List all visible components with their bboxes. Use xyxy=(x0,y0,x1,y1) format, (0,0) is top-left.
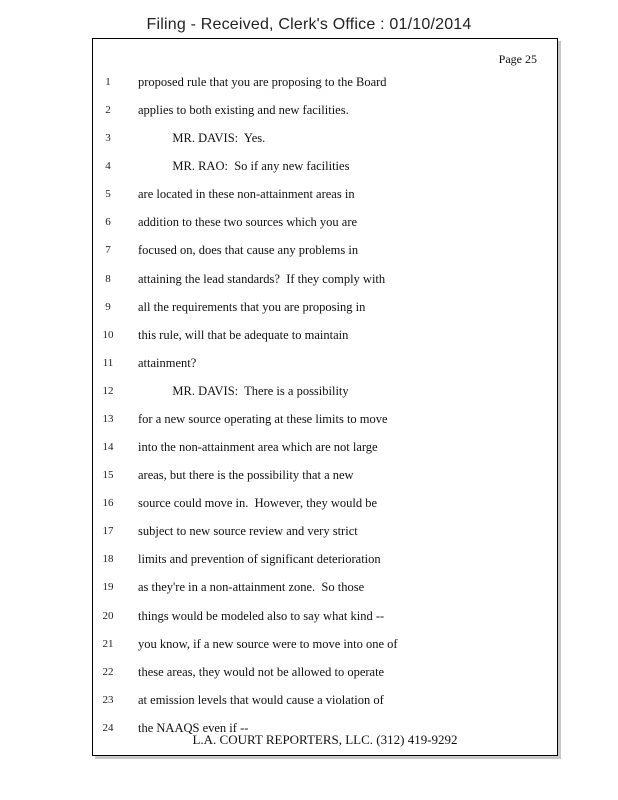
transcript-line-text: for a new source operating at these limits to move xyxy=(138,411,388,426)
transcript-line-text: are located in these non-attainment areas in xyxy=(138,187,355,202)
transcript-line-text: limits and prevention of significant deterioration xyxy=(138,552,381,567)
line-number: 16 xyxy=(102,497,114,510)
line-number: 10 xyxy=(102,328,114,341)
line-number: 8 xyxy=(105,272,111,285)
transcript-line-text: MR. DAVIS: There is a possibility xyxy=(138,383,349,398)
line-number: 20 xyxy=(102,609,114,622)
line-number: 2 xyxy=(105,104,111,117)
line-number: 13 xyxy=(102,412,114,425)
line-number: 11 xyxy=(102,356,114,369)
transcript-line-text: attaining the lead standards? If they comply with xyxy=(138,271,386,286)
filing-stamp: Filing - Received, Clerk's Office : 01/10/2014 xyxy=(146,16,472,33)
line-number: 15 xyxy=(102,469,114,482)
line-number: 24 xyxy=(102,721,114,734)
court-reporter-footer: L.A. COURT REPORTERS, LLC. (312) 419-9292 xyxy=(192,732,458,747)
line-number: 7 xyxy=(105,244,111,257)
line-number: 18 xyxy=(102,553,114,566)
transcript-line-text: you know, if a new source were to move into one of xyxy=(138,636,398,651)
transcript-line-text: MR. RAO: So if any new facilities xyxy=(138,159,350,174)
transcript-line-text: things would be modeled also to say what kind -- xyxy=(138,608,385,623)
transcript-line-text: at emission levels that would cause a violation of xyxy=(138,692,384,707)
line-number: 14 xyxy=(102,441,114,454)
transcript-line-text: applies to both existing and new facilities. xyxy=(138,103,349,118)
line-number: 6 xyxy=(105,216,111,229)
transcript-line-text: as they're in a non-attainment zone. So those xyxy=(138,580,365,595)
transcript-line-text: the NAAQS even if -- xyxy=(138,720,249,735)
line-number: 4 xyxy=(105,160,111,173)
transcript-line-text: all the requirements that you are proposing in xyxy=(138,299,366,314)
line-number: 3 xyxy=(105,132,111,145)
line-number: 5 xyxy=(105,188,111,201)
transcript-line-text: addition to these two sources which you are xyxy=(138,215,358,230)
transcript-line-text: focused on, does that cause any problems in xyxy=(138,243,359,258)
line-number: 9 xyxy=(105,300,111,313)
line-number: 17 xyxy=(102,525,114,538)
transcript-line-text: subject to new source review and very strict xyxy=(138,524,358,539)
transcript-line-text: MR. DAVIS: Yes. xyxy=(138,131,266,146)
line-number: 12 xyxy=(102,384,114,397)
line-number: 1 xyxy=(105,76,111,88)
transcript-line-text: these areas, they would not be allowed to operate xyxy=(138,664,385,679)
transcript-page xyxy=(92,38,558,756)
line-number: 22 xyxy=(102,665,114,678)
transcript-line-text: areas, but there is the possibility that a new xyxy=(138,468,354,483)
transcript-line-text: this rule, will that be adequate to maintain xyxy=(138,327,349,342)
transcript-line-text: source could move in. However, they would be xyxy=(138,496,378,511)
transcript-line-text: proposed rule that you are proposing to the Board xyxy=(138,75,387,89)
line-number: 21 xyxy=(102,637,114,650)
line-number: 19 xyxy=(102,581,114,594)
page-number: Page 25 xyxy=(498,52,537,66)
transcript-line-text: into the non-attainment area which are not large xyxy=(138,440,378,455)
transcript-line-text: attainment? xyxy=(138,355,197,370)
line-number: 23 xyxy=(102,693,114,706)
